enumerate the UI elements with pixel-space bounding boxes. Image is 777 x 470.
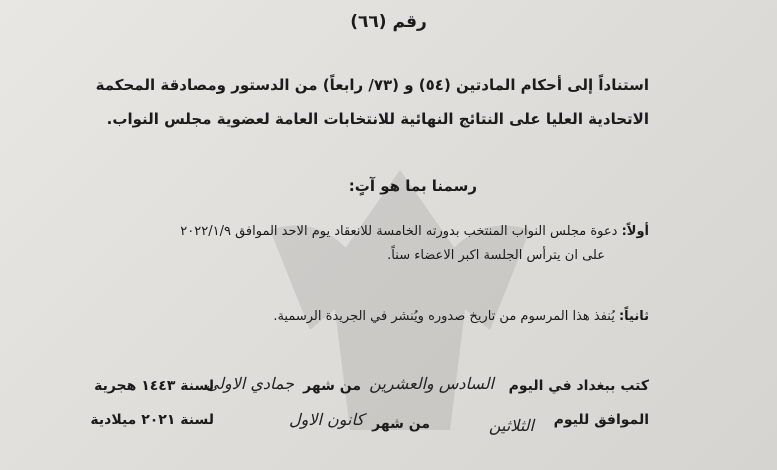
footer-day2-handwritten: الثلاثين	[488, 416, 534, 435]
article-second	[273, 309, 649, 324]
article-first	[180, 224, 649, 239]
decree-heading: رسمنا بما هو آتٍ:	[348, 177, 477, 195]
article-first-line-2: على ان يترأس الجلسة اكبر الاعضاء سناً.	[387, 248, 605, 263]
footer-month2-handwritten: كانون الاول	[289, 410, 364, 429]
footer-corresponding: الموافق لليوم	[553, 412, 649, 428]
preamble-line-2: الاتحادية العليا على النتائج النهائية للانتخابات العامة لعضوية مجلس النواب.	[106, 110, 649, 128]
preamble-line-1: استناداً إلى أحكام المادتين (٥٤) و (٧٣/ رابعاً) من الدستور ومصادقة المحكمة	[95, 76, 649, 94]
footer-month-handwritten: جمادي الاولى	[205, 374, 294, 393]
article-first-label: أولاً:	[621, 224, 649, 239]
article-second-label: ثانياً:	[618, 309, 649, 324]
watermark-emblem	[250, 150, 550, 450]
footer-written-in: كتب ببغداد في اليوم	[508, 378, 649, 394]
article-first-text: دعوة مجلس النواب المنتخب بدورته الخامسة للانعقاد يوم الاحد الموافق ٢٠٢٢/١/٩	[180, 224, 622, 239]
footer-year-hijri: لسنة ١٤٤٣ هجرية	[94, 378, 214, 394]
footer-day-handwritten: السادس والعشرين	[369, 374, 494, 393]
footer-from-month: من شهر	[303, 378, 361, 394]
article-second-text: يُنفذ هذا المرسوم من تاريخ صدوره ويُنشر في الجريدة الرسمية.	[273, 309, 619, 324]
footer-from-month-2: من شهر	[372, 416, 430, 432]
decree-number: رقم (٦٦)	[350, 12, 427, 32]
footer-year-gregorian: لسنة ٢٠٢١ ميلادية	[90, 412, 214, 428]
